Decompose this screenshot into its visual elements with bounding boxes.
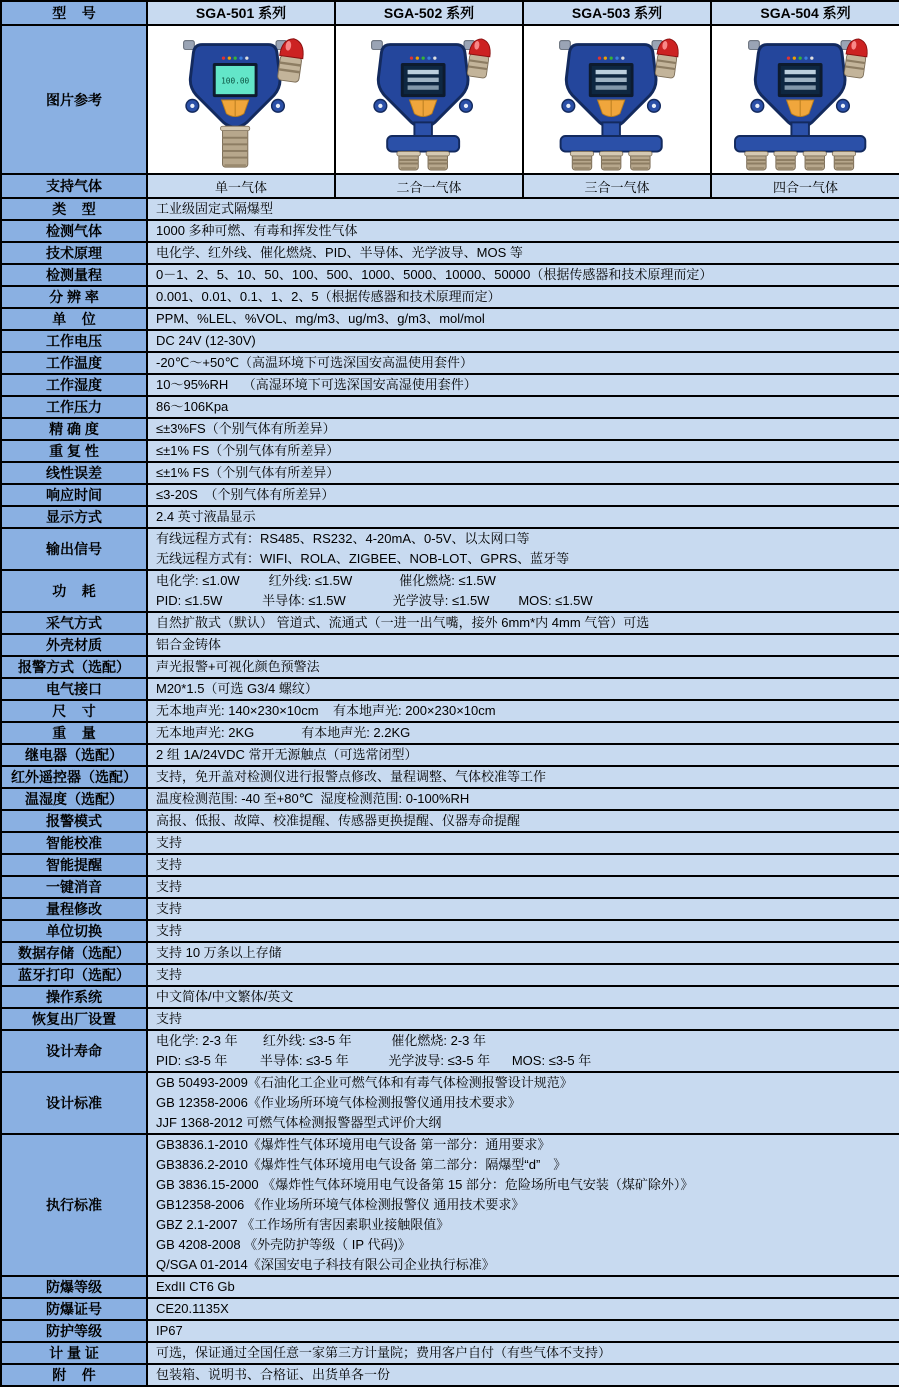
spec-row-label: 检测气体: [1, 220, 147, 242]
spec-value-line: 支持: [156, 901, 183, 916]
spec-row-label: 精 确 度: [1, 418, 147, 440]
spec-row-label: 防护等级: [1, 1320, 147, 1342]
spec-row-43: [1, 1364, 899, 1386]
spec-value-line: 无线远程方式有：WIFI、ROLA、ZIGBEE、NOB-LOT、GPRS、蓝牙等: [156, 551, 570, 566]
spec-row-17: [1, 612, 899, 634]
spec-row-value: [147, 1320, 899, 1342]
spec-row-value: [147, 264, 899, 286]
spec-row-label: 显示方式: [1, 506, 147, 528]
spec-row-label: 防爆证号: [1, 1298, 147, 1320]
spec-row-label: 一键消音: [1, 876, 147, 898]
spec-row-label: 量程修改: [1, 898, 147, 920]
detector-image-sga-501: [147, 25, 335, 174]
spec-row-value: [147, 528, 899, 570]
spec-value-line: ≤±1% FS（个别气体有所差异）: [156, 443, 340, 458]
detector-image-sga-502: [335, 25, 523, 174]
spec-row-18: [1, 634, 899, 656]
spec-row-36: [1, 1030, 899, 1072]
spec-value-line: GB3836.2-2010《爆炸性气体环境用电气设备 第二部分：隔爆型“d” 》: [156, 1157, 567, 1172]
spec-value-line: PID: ≤1.5W 半导体: ≤1.5W 光学波导: ≤1.5W MOS: ≤1.5W: [156, 593, 593, 608]
spec-row-12: [1, 462, 899, 484]
spec-row-label: 类 型: [1, 198, 147, 220]
spec-value-line: 86～106Kpa: [156, 399, 229, 414]
spec-row-label: 操作系统: [1, 986, 147, 1008]
spec-value-line: -20℃～+50℃（高温环境下可选深国安高温使用套件）: [156, 355, 474, 370]
spec-row-41: [1, 1320, 899, 1342]
spec-row-label: 线性误差: [1, 462, 147, 484]
spec-row-value: [147, 220, 899, 242]
spec-row-32: [1, 942, 899, 964]
spec-row-value: [147, 198, 899, 220]
spec-value-line: JJF 1368-2012 可燃气体检测报警器型式评价大纲: [156, 1115, 442, 1130]
spec-row-10: [1, 418, 899, 440]
spec-row-37: [1, 1072, 899, 1134]
spec-value-line: Q/SGA 01-2014《深国安电子科技有限公司企业执行标准》: [156, 1257, 495, 1272]
spec-row-21: [1, 700, 899, 722]
spec-row-label: 红外遥控器（选配）: [1, 766, 147, 788]
spec-row-value: [147, 766, 899, 788]
spec-value-line: 2 组 1A/24VDC 常开无源触点（可选常闭型）: [156, 747, 418, 762]
spec-row-8: [1, 374, 899, 396]
spec-row-label: 尺 寸: [1, 700, 147, 722]
spec-value-line: PID: ≤3-5 年 半导体: ≤3-5 年 光学波导: ≤3-5 年 MOS: ≤3-5 年: [156, 1053, 592, 1068]
spec-row-value: [147, 1030, 899, 1072]
spec-value-line: 支持: [156, 967, 183, 982]
spec-row-value: [147, 986, 899, 1008]
spec-row-value: [147, 810, 899, 832]
spec-row-label: 分 辨 率: [1, 286, 147, 308]
spec-row-value: [147, 1298, 899, 1320]
spec-row-value: [147, 788, 899, 810]
spec-row-20: [1, 678, 899, 700]
spec-value-line: 声光报警+可视化颜色预警法: [156, 659, 320, 674]
model-row: [1, 1, 899, 25]
model-header-sga-501: SGA-501 系列: [147, 1, 335, 25]
model-header-sga-503: SGA-503 系列: [523, 1, 711, 25]
spec-value-line: ≤±3%FS（个别气体有所差异）: [156, 421, 336, 436]
spec-value-line: 铝合金铸体: [156, 637, 222, 652]
spec-value-line: 10～95%RH （高湿环境下可选深国安高湿使用套件）: [156, 377, 477, 392]
spec-row-3: [1, 264, 899, 286]
spec-row-5: [1, 308, 899, 330]
spec-row-33: [1, 964, 899, 986]
spec-row-42: [1, 1342, 899, 1364]
spec-row-label: 工作电压: [1, 330, 147, 352]
model-header-sga-502: SGA-502 系列: [335, 1, 523, 25]
spec-value-line: 中文简体/中文繁体/英文: [156, 989, 294, 1004]
spec-value-line: 高报、低报、故障、校准提醒、传感器更换提醒、仪器寿命提醒: [156, 813, 521, 828]
detector-image-sga-504: [711, 25, 899, 174]
image-row: [1, 25, 899, 174]
spec-value-line: 支持: [156, 1011, 183, 1026]
spec-row-value: [147, 396, 899, 418]
spec-row-value: [147, 722, 899, 744]
spec-row-value: [147, 570, 899, 612]
spec-value-line: 无本地声光: 2KG 有本地声光: 2.2KG: [156, 725, 411, 740]
gas-type-sga-503: 三合一气体: [523, 174, 711, 198]
spec-row-label: 功 耗: [1, 570, 147, 612]
spec-value-line: 支持 10 万条以上存储: [156, 945, 282, 960]
spec-row-40: [1, 1298, 899, 1320]
spec-row-value: [147, 1364, 899, 1386]
spec-row-label: 电气接口: [1, 678, 147, 700]
spec-row-label: 防爆等级: [1, 1276, 147, 1298]
spec-row-value: [147, 418, 899, 440]
spec-value-line: 有线远程方式有：RS485、RS232、4-20mA、0-5V、以太网口等: [156, 531, 530, 546]
spec-row-2: [1, 242, 899, 264]
spec-row-value: [147, 920, 899, 942]
spec-row-value: [147, 242, 899, 264]
spec-row-label: 设计标准: [1, 1072, 147, 1134]
spec-row-value: [147, 634, 899, 656]
spec-row-label: 设计寿命: [1, 1030, 147, 1072]
spec-row-0: [1, 198, 899, 220]
spec-row-label: 报警方式（选配）: [1, 656, 147, 678]
spec-value-line: ≤±1% FS（个别气体有所差异）: [156, 465, 340, 480]
spec-value-line: 可选，保证通过全国任意一家第三方计量院；费用客户自付（有些气体不支持）: [156, 1345, 612, 1360]
spec-row-4: [1, 286, 899, 308]
spec-row-label: 外壳材质: [1, 634, 147, 656]
spec-value-line: 0－1、2、5、10、50、100、500、1000、5000、10000、50000（根据传感器和技术原理而定）: [156, 267, 713, 282]
spec-value-line: 支持: [156, 923, 183, 938]
spec-value-line: GB12358-2006 《作业场所环境气体检测报警仪 通用技术要求》: [156, 1197, 525, 1212]
spec-row-value: [147, 330, 899, 352]
spec-value-line: 温度检测范围: -40 至+80℃ 湿度检测范围: 0-100%RH: [156, 791, 470, 806]
spec-value-line: CE20.1135X: [156, 1301, 229, 1316]
model-row-label: 型 号: [1, 1, 147, 25]
spec-row-label: 工作湿度: [1, 374, 147, 396]
spec-row-value: [147, 964, 899, 986]
spec-row-label: 工作压力: [1, 396, 147, 418]
spec-value-line: ≤3-20S （个别气体有所差异）: [156, 487, 335, 502]
spec-row-value: [147, 440, 899, 462]
spec-row-9: [1, 396, 899, 418]
spec-row-29: [1, 876, 899, 898]
image-row-label: 图片参考: [1, 25, 147, 174]
spec-row-value: [147, 854, 899, 876]
spec-row-6: [1, 330, 899, 352]
spec-row-label: 重 量: [1, 722, 147, 744]
spec-row-value: [147, 1276, 899, 1298]
spec-value-line: GB 3836.15-2000 《爆炸性气体环境用电气设备第 15 部分：危险场所电气安装（煤矿除外）》: [156, 1177, 694, 1192]
model-header-sga-504: SGA-504 系列: [711, 1, 899, 25]
spec-row-39: [1, 1276, 899, 1298]
spec-row-38: [1, 1134, 899, 1276]
svg-text:100.00: 100.00: [221, 75, 250, 85]
spec-row-value: [147, 374, 899, 396]
spec-row-label: 重 复 性: [1, 440, 147, 462]
spec-row-label: 采气方式: [1, 612, 147, 634]
spec-row-value: [147, 286, 899, 308]
spec-row-34: [1, 986, 899, 1008]
spec-row-value: [147, 700, 899, 722]
spec-row-label: 智能校准: [1, 832, 147, 854]
spec-row-value: [147, 484, 899, 506]
spec-value-line: GB 12358-2006《作业场所环境气体检测报警仪通用技术要求》: [156, 1095, 521, 1110]
spec-row-value: [147, 506, 899, 528]
spec-row-value: [147, 612, 899, 634]
spec-row-label: 温湿度（选配）: [1, 788, 147, 810]
spec-row-label: 智能提醒: [1, 854, 147, 876]
spec-row-label: 响应时间: [1, 484, 147, 506]
spec-row-11: [1, 440, 899, 462]
spec-row-value: [147, 308, 899, 330]
gas-type-sga-502: 二合一气体: [335, 174, 523, 198]
spec-value-line: 支持: [156, 879, 183, 894]
spec-value-line: IP67: [156, 1323, 183, 1338]
spec-row-13: [1, 484, 899, 506]
spec-value-line: 电化学: ≤1.0W 红外线: ≤1.5W 催化燃烧: ≤1.5W: [156, 573, 496, 588]
spec-row-label: 恢复出厂设置: [1, 1008, 147, 1030]
spec-row-35: [1, 1008, 899, 1030]
spec-value-line: M20*1.5（可选 G3/4 螺纹）: [156, 681, 318, 696]
spec-value-line: 支持: [156, 857, 183, 872]
spec-row-value: [147, 1342, 899, 1364]
spec-row-26: [1, 810, 899, 832]
spec-value-line: 无本地声光: 140×230×10cm 有本地声光: 200×230×10cm: [156, 703, 496, 718]
spec-row-27: [1, 832, 899, 854]
spec-value-line: 电化学、红外线、催化燃烧、PID、半导体、光学波导、MOS 等: [156, 245, 523, 260]
spec-value-line: 支持: [156, 835, 183, 850]
spec-row-7: [1, 352, 899, 374]
spec-row-label: 执行标准: [1, 1134, 147, 1276]
spec-row-23: [1, 744, 899, 766]
spec-value-line: 工业级固定式隔爆型: [156, 201, 274, 216]
spec-row-label: 计 量 证: [1, 1342, 147, 1364]
spec-row-31: [1, 920, 899, 942]
spec-row-30: [1, 898, 899, 920]
spec-row-value: [147, 1134, 899, 1276]
spec-row-label: 技术原理: [1, 242, 147, 264]
spec-row-14: [1, 506, 899, 528]
spec-row-15: [1, 528, 899, 570]
spec-row-value: [147, 1072, 899, 1134]
spec-value-line: PPM、%LEL、%VOL、mg/m3、ug/m3、g/m3、mol/mol: [156, 311, 485, 326]
spec-row-value: [147, 942, 899, 964]
spec-value-line: GB 50493-2009《石油化工企业可燃气体和有毒气体检测报警设计规范》: [156, 1075, 573, 1090]
spec-row-24: [1, 766, 899, 788]
spec-value-line: ExdII CT6 Gb: [156, 1279, 235, 1294]
spec-row-value: [147, 744, 899, 766]
spec-value-line: 1000 多种可燃、有毒和挥发性气体: [156, 223, 358, 238]
gas-type-sga-501: 单一气体: [147, 174, 335, 198]
spec-row-28: [1, 854, 899, 876]
spec-row-1: [1, 220, 899, 242]
spec-value-line: 自然扩散式（默认） 管道式、流通式（一进一出气嘴，接外 6mm*内 4mm 气管）可选: [156, 615, 650, 630]
spec-value-line: GBZ 2.1-2007 《工作场所有害因素职业接触限值》: [156, 1217, 450, 1232]
spec-row-label: 输出信号: [1, 528, 147, 570]
spec-row-label: 附 件: [1, 1364, 147, 1386]
spec-value-line: 包装箱、说明书、合格证、出货单各一份: [156, 1367, 391, 1382]
spec-row-value: [147, 352, 899, 374]
gas-row-label: 支持气体: [1, 174, 147, 198]
spec-row-22: [1, 722, 899, 744]
spec-value-line: GB 4208-2008 《外壳防护等级（ IP 代码)》: [156, 1237, 411, 1252]
spec-value-line: 2.4 英寸液晶显示: [156, 509, 256, 524]
spec-row-value: [147, 898, 899, 920]
gas-type-sga-504: 四合一气体: [711, 174, 899, 198]
spec-value-line: 0.001、0.01、0.1、1、2、5（根据传感器和技术原理而定）: [156, 289, 501, 304]
spec-row-value: [147, 832, 899, 854]
spec-value-line: GB3836.1-2010《爆炸性气体环境用电气设备 第一部分：通用要求》: [156, 1137, 551, 1152]
spec-row-19: [1, 656, 899, 678]
spec-value-line: DC 24V (12-30V): [156, 333, 256, 348]
spec-row-label: 单位切换: [1, 920, 147, 942]
spec-row-value: [147, 656, 899, 678]
spec-row-label: 蓝牙打印（选配）: [1, 964, 147, 986]
spec-row-label: 单 位: [1, 308, 147, 330]
spec-value-line: 支持，免开盖对检测仪进行报警点修改、量程调整、气体校准等工作: [156, 769, 547, 784]
spec-row-16: [1, 570, 899, 612]
spec-row-label: 数据存储（选配）: [1, 942, 147, 964]
detector-image-sga-503: [523, 25, 711, 174]
spec-row-value: [147, 462, 899, 484]
gas-row: [1, 174, 899, 198]
spec-value-line: 电化学: 2-3 年 红外线: ≤3-5 年 催化燃烧: 2-3 年: [156, 1033, 487, 1048]
spec-row-label: 报警模式: [1, 810, 147, 832]
spec-row-value: [147, 876, 899, 898]
spec-row-value: [147, 1008, 899, 1030]
spec-row-label: 工作温度: [1, 352, 147, 374]
spec-row-label: 继电器（选配）: [1, 744, 147, 766]
spec-row-label: 检测量程: [1, 264, 147, 286]
spec-row-25: [1, 788, 899, 810]
spec-row-value: [147, 678, 899, 700]
